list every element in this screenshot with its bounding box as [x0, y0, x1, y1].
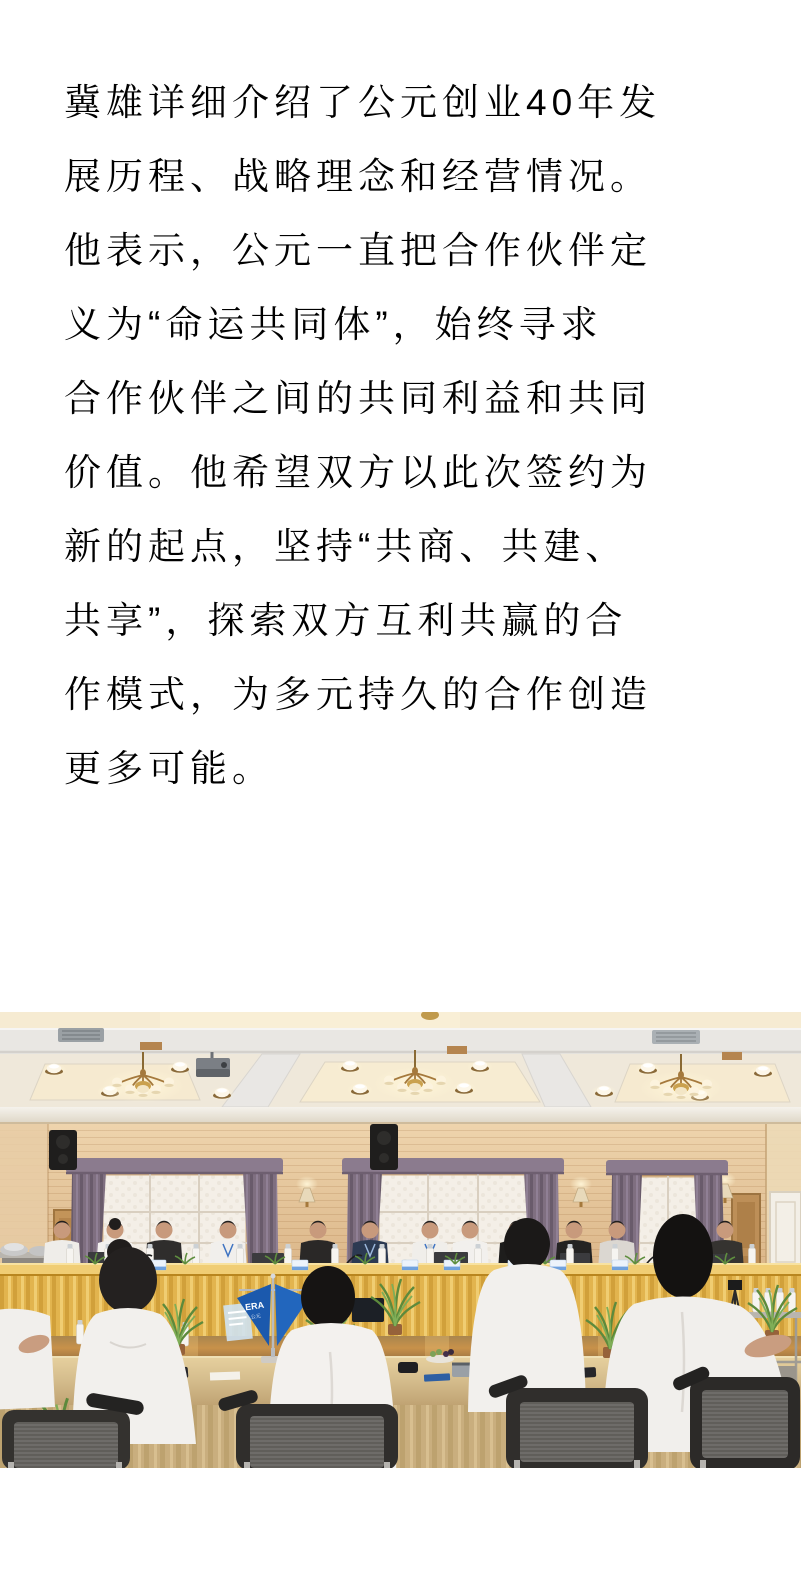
paragraph-line: 义为“命运共同体”，始终寻求: [64, 304, 603, 345]
paragraph-line: 价值。他希望双方以此次签约为: [64, 452, 652, 493]
paragraph-line: 共享”，探索双方互利共赢的合: [64, 600, 628, 641]
meeting-photo: [0, 1012, 801, 1468]
flag-logo-text: ERA: [244, 1299, 265, 1313]
paragraph-line: 合作伙伴之间的共同利益和共同: [64, 378, 652, 419]
office-chair: [671, 1365, 800, 1468]
ceiling: [0, 1012, 801, 1124]
paragraph-line: 更多可能。: [64, 748, 274, 789]
paragraph-line: 他表示，公元一直把合作伙伴定: [64, 230, 652, 271]
paragraph-line: 新的起点，坚持“共商、共建、: [64, 526, 628, 567]
flag-logo-subtext: 公元: [250, 1313, 262, 1321]
cornice: [0, 1107, 801, 1124]
paragraph-line: 作模式，为多元持久的合作创造: [64, 674, 652, 715]
paragraph-line: 展历程、战略理念和经营情况。: [64, 156, 652, 197]
paragraph-line: 冀雄详细介绍了公元创业40年发: [64, 82, 662, 123]
article-paragraph: [64, 66, 724, 806]
